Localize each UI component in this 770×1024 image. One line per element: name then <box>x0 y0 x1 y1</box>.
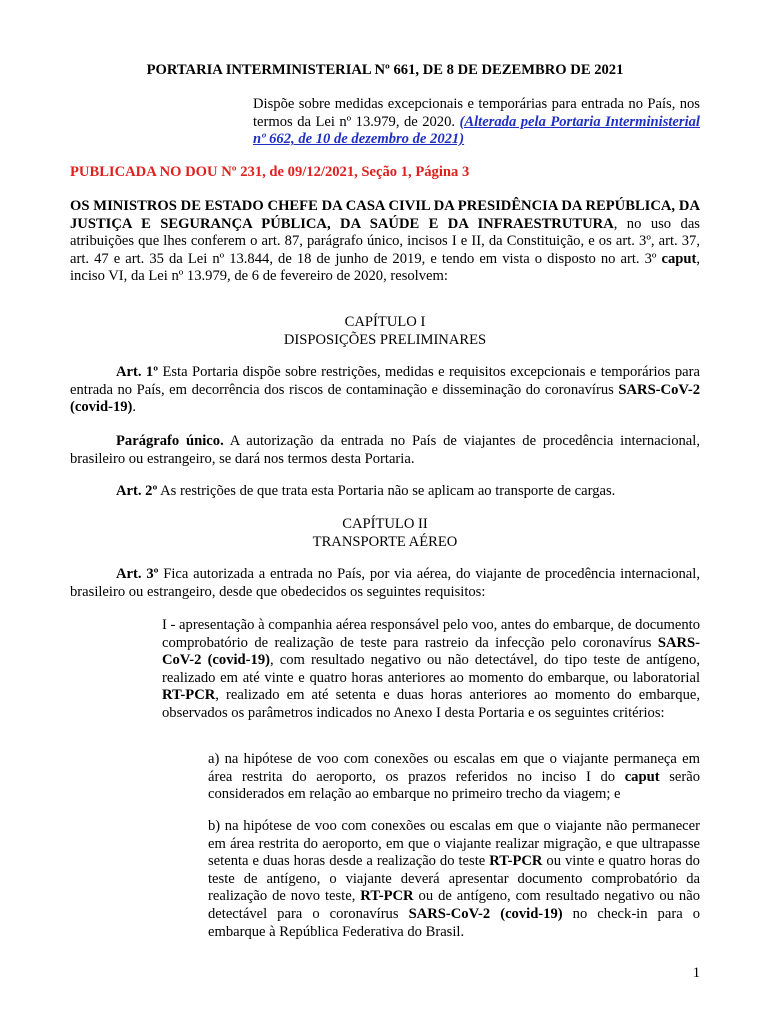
publication-note: PUBLICADA NO DOU Nº 231, de 09/12/2021, Seção 1, Página 3 <box>70 164 470 180</box>
chapter-1-heading <box>70 314 700 349</box>
document-title: PORTARIA INTERMINISTERIAL Nº 661, DE 8 DE DEZEMBRO DE 2021 <box>146 62 624 78</box>
preamble: OS MINISTROS DE ESTADO CHEFE DA CASA CIVIL DA PRESIDÊNCIA DA REPÚBLICA, DA JUSTIÇA E SEGURANÇA PÚBLICA, DA SAÚDE E DA INFRAESTRUTURA, no uso das atribuições que lhes conferem o art. 87, parágrafo único, incisos I e II, da Constituição, e os art. 3º, art. 37, art. 47 e art. 35 da Lei nº 13.844, de 18 de junho de 2019, e tendo em vista o disposto no art. 3º caput, inciso VI, da Lei nº 13.979, de 6 de fevereiro de 2020, resolvem: <box>70 198 700 285</box>
inciso-1: I - apresentação à companhia aérea responsável pelo voo, antes do embarque, de documento comprobatório de realização de teste para rastreio da infecção pelo coronavírus SARS-CoV-2 (covid-19), com resultado negativo ou não detectável, do tipo teste de antígeno, realizado em até vinte e quatro horas anteriores ao momento do embarque, ou laboratorial RT-PCR, realizado em até setenta e duas horas anteriores ao momento do embarque, observados os parâmetros indicados no Anexo I desta Portaria e os seguintes critérios: <box>162 617 700 721</box>
article-1-label: Art. 1º <box>116 364 159 380</box>
chapter-2-heading <box>70 516 700 551</box>
alinea-b: b) na hipótese de voo com conexões ou escalas em que o viajante não permanecer em área restrita do aeroporto, em que o viajante realizar migração, e que ultrapasse setenta e duas horas desde a realização do teste RT-PCR ou vinte e quatro horas do teste de antígeno, o viajante deverá apresentar documento comprobatório da realização de novo teste, RT-PCR ou de antígeno, com resultado negativo ou não detectável para o coronavírus SARS-CoV-2 (covid-19) no check-in para o embarque à República Federativa do Brasil. <box>208 818 700 940</box>
chapter-1-title: DISPOSIÇÕES PRELIMINARES <box>283 331 487 348</box>
article-2-label: Art. 2º <box>116 483 158 499</box>
page-number: 1 <box>692 965 700 981</box>
article-1: Art. 1º Esta Portaria dispõe sobre restrições, medidas e requisitos excepcionais e temporários para entrada no País, em decorrência dos riscos de contaminação e disseminação do coronavírus SARS-CoV-2 (covid-19). <box>70 364 700 416</box>
article-3-label: Art. 3º <box>116 566 159 582</box>
paragraph-unico: Parágrafo único. A autorização da entrada no País de viajantes de procedência internacional, brasileiro ou estrangeiro, se dará nos termos desta Portaria. <box>70 433 700 467</box>
preamble-ministers: OS MINISTROS DE ESTADO CHEFE DA CASA CIVIL DA PRESIDÊNCIA DA REPÚBLICA, DA JUSTIÇA E SEGURANÇA PÚBLICA, DA SAÚDE E DA INFRAESTRUTURA <box>70 198 700 232</box>
amendment-link[interactable]: (Alterada pela Portaria Interministerial nº 662, de 10 de dezembro de 2021) <box>253 113 700 148</box>
ementa <box>253 96 700 149</box>
chapter-2-title: TRANSPORTE AÉREO <box>312 533 458 550</box>
chapter-2-number: CAPÍTULO II <box>342 516 428 532</box>
ementa-text: Dispõe sobre medidas excepcionais e temporárias para entrada no País, nos termos da Lei nº 13.979, de 2020. <box>253 96 700 130</box>
article-3: Art. 3º Fica autorizada a entrada no País, por via aérea, do viajante de procedência internacional, brasileiro ou estrangeiro, desde que obedecidos os seguintes requisitos: <box>70 566 700 600</box>
chapter-1-number: CAPÍTULO I <box>344 314 426 330</box>
alinea-a: a) na hipótese de voo com conexões ou escalas em que o viajante permaneça em área restrita do aeroporto, os prazos referidos no inciso I do caput serão considerados em relação ao embarque no primeiro trecho da viagem; e <box>208 751 700 803</box>
paragraph-unico-label: Parágrafo único. <box>116 433 224 449</box>
article-2: Art. 2º As restrições de que trata esta Portaria não se aplicam ao transporte de cargas. <box>116 483 616 499</box>
